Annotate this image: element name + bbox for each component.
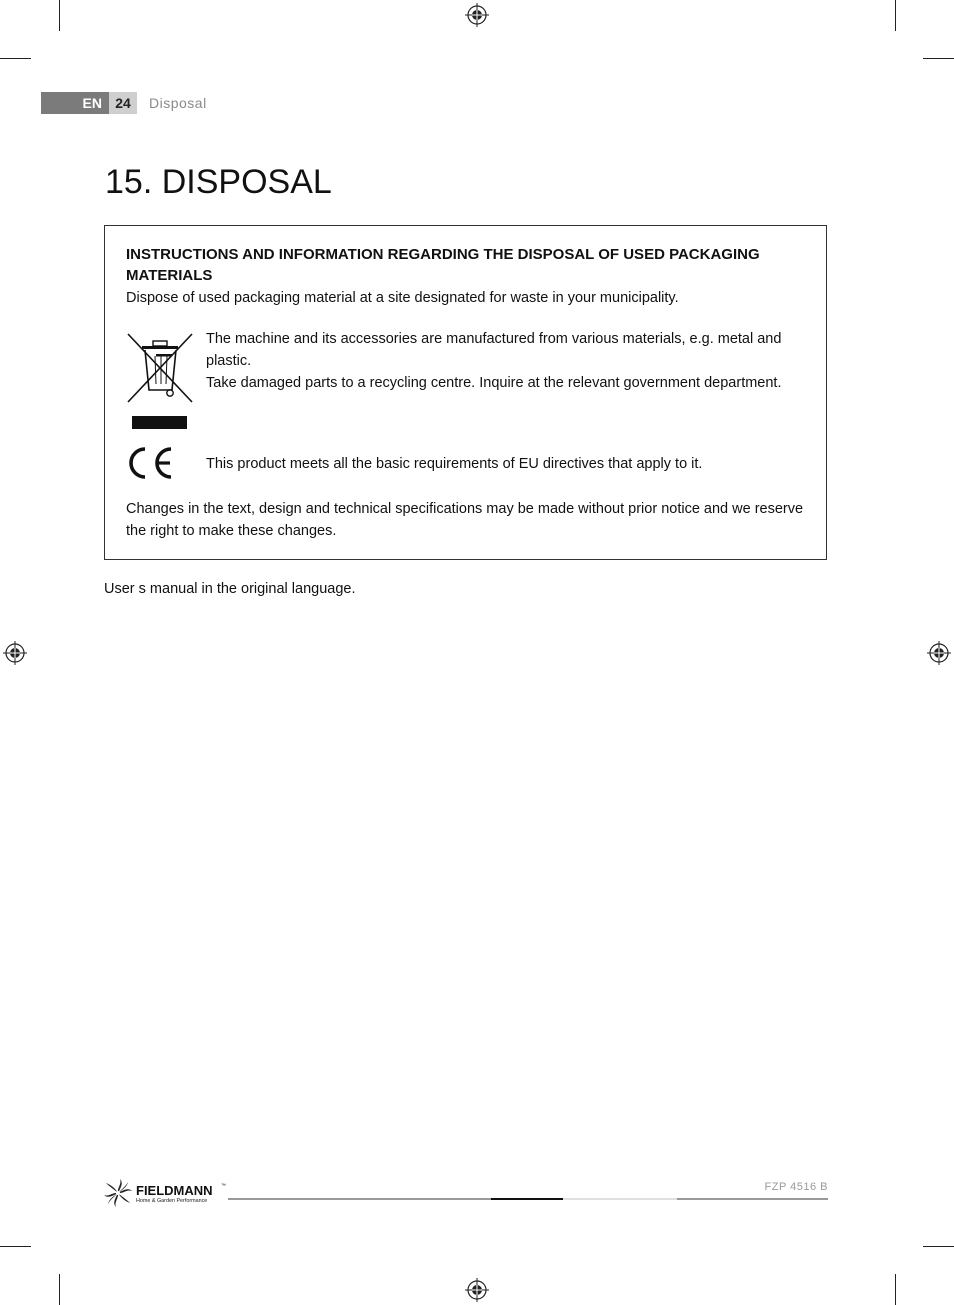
registration-mark-icon (3, 641, 27, 665)
brand-tagline: Home & Garden Performance (136, 1198, 208, 1204)
crop-mark (59, 1274, 60, 1305)
language-tab: EN (41, 92, 109, 114)
registration-mark-icon (465, 3, 489, 27)
trademark-sign: ™ (221, 1183, 226, 1189)
brand-name: FIELDMANN (136, 1183, 213, 1198)
ce-text: This product meets all the basic requirements of EU directives that apply to it. (206, 456, 703, 472)
registration-mark-icon (465, 1278, 489, 1302)
box-heading: INSTRUCTIONS AND INFORMATION REGARDING THE DISPOSAL OF USED PACKAGING MATERIALS (126, 246, 760, 284)
changes-text: Changes in the text, design and technical specifications may be made without prior notice and we reserve the right to make these changes. (126, 501, 804, 539)
footer-rule (677, 1198, 828, 1200)
model-number: FZP 4516 B (764, 1181, 828, 1193)
fieldmann-logo (103, 1177, 228, 1209)
crop-mark (895, 0, 896, 31)
page-number: 24 (109, 92, 137, 114)
page-title: 15. DISPOSAL (105, 163, 332, 201)
crop-mark (59, 0, 60, 31)
manual-note: User s manual in the original language. (104, 581, 356, 597)
crop-mark (0, 58, 31, 59)
crop-mark (923, 58, 954, 59)
ce-mark-icon (126, 446, 174, 480)
crop-mark (0, 1246, 31, 1247)
section-name: Disposal (149, 95, 207, 111)
weee-text-2: Take damaged parts to a recycling centre. Inquire at the relevant government department. (206, 375, 782, 391)
crop-mark (895, 1274, 896, 1305)
footer-rule (228, 1198, 491, 1200)
fan-logo-icon (104, 1179, 132, 1207)
footer-rule-light (563, 1198, 677, 1200)
registration-mark-icon (927, 641, 951, 665)
crop-mark (923, 1246, 954, 1247)
crossed-out-wheelie-bin-icon (126, 330, 194, 432)
weee-text-1: The machine and its accessories are manufactured from various materials, e.g. metal and plastic. (206, 331, 782, 369)
footer-rule-dark (491, 1198, 563, 1200)
packaging-text: Dispose of used packaging material at a site designated for waste in your municipality. (126, 290, 679, 306)
